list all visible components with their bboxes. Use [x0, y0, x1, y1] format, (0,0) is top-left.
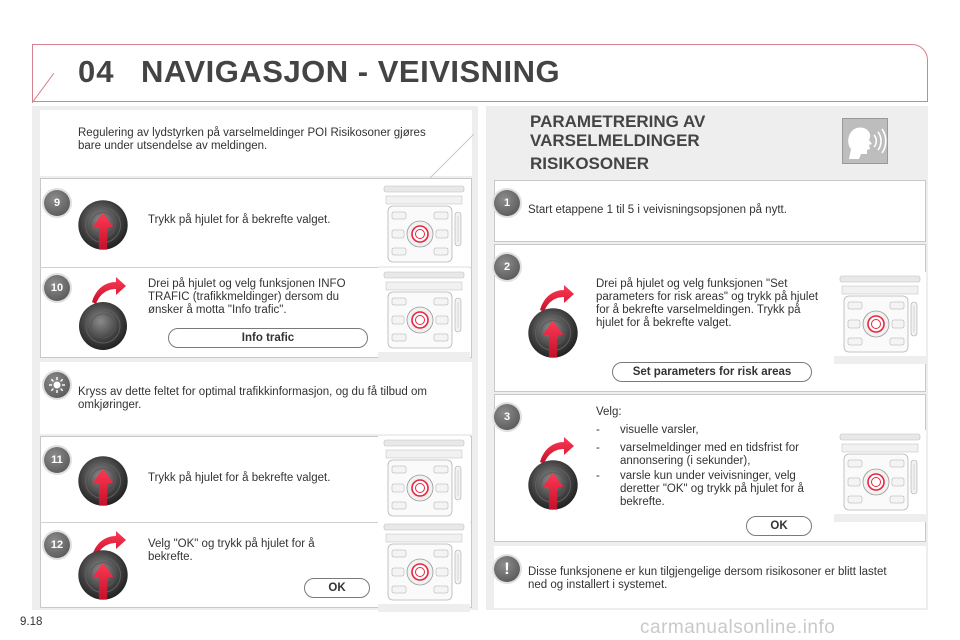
chapter-number: 04: [78, 54, 115, 89]
step-badge-11: 11: [44, 447, 70, 473]
step-9-text: Trykk på hjulet for å bekrefte valget.: [148, 214, 331, 226]
page-number: 9.18: [20, 616, 43, 628]
rotary-knob-press-icon: [72, 540, 134, 612]
step-12-text: Velg "OK" og trykk på hjulet for å bekrefte.: [148, 538, 315, 563]
control-panel-illustration: [378, 436, 470, 528]
step-badge-1: 1: [494, 190, 520, 216]
control-panel-illustration: [378, 520, 470, 612]
rotary-knob-press-icon: [522, 298, 584, 370]
list-dash: -: [596, 424, 600, 436]
step-3-intro: Velg:: [596, 406, 622, 418]
rotary-knob-icon: [72, 298, 134, 356]
step-badge-10: 10: [44, 275, 70, 301]
watermark: carmanualsonline.info: [640, 617, 836, 638]
control-panel-illustration: [834, 430, 926, 522]
control-panel-illustration: [378, 182, 470, 274]
ok-button[interactable]: OK: [304, 578, 370, 598]
intro-text: Regulering av lydstyrken på varselmeldinger POI Risikosoner gjøres bare under utsendelse av meldingen.: [78, 127, 426, 152]
list-item: varselmeldinger med en tidsfrist for annonsering (i sekunder),: [620, 442, 799, 467]
warning-text: Disse funksjonene er kun tilgjengelige dersom risikosoner er blitt lastet ned og installert i systemet.: [528, 566, 887, 591]
step-badge-2: 2: [494, 254, 520, 280]
step-badge-3: 3: [494, 404, 520, 430]
section-title-line3: RISIKOSONER: [530, 154, 650, 173]
rotary-knob-press-icon: [72, 190, 134, 262]
list-dash: -: [596, 470, 600, 482]
sun-icon: [44, 372, 70, 398]
info-trafic-button[interactable]: Info trafic: [168, 328, 368, 348]
step-2-text: Drei på hjulet og velg funksjonen "Set parameters for risk areas" og trykk på hjulet for å bekrefte varselmeldingen. Trykk på hjulet for å bekrefte valget.: [596, 278, 819, 329]
warning-icon: !: [494, 556, 520, 582]
step-1-text: Start etappene 1 til 5 i veivisningsopsjonen på nytt.: [528, 204, 787, 216]
section-title-line1: PARAMETRERING AV: [530, 112, 706, 131]
step-badge-9: 9: [44, 190, 70, 216]
list-item: varsle kun under veivisninger, velg deretter "OK" og trykk på hjulet for å bekrefte.: [620, 470, 804, 508]
step-badge-12: 12: [44, 532, 70, 558]
step-10-text: Drei på hjulet og velg funksjonen INFO TRAFIC (trafikkmeldinger) dersom du ønsker å motta "Info trafic".: [148, 278, 346, 316]
rotary-knob-press-icon: [72, 446, 134, 518]
control-panel-illustration: [834, 272, 926, 364]
page-title: NAVIGASJON - VEIVISNING: [141, 54, 561, 89]
ok-button[interactable]: OK: [746, 516, 812, 536]
control-panel-illustration: [378, 268, 470, 360]
section-title-line2: VARSELMELDINGER: [530, 131, 700, 150]
speaking-head-icon: [842, 118, 888, 164]
list-dash: -: [596, 442, 600, 454]
tip-text: Kryss av dette feltet for optimal trafikkinformasjon, og du få tilbud om omkjøringer.: [78, 386, 427, 411]
rotary-knob-press-icon: [522, 450, 584, 522]
step-11-text: Trykk på hjulet for å bekrefte valget.: [148, 472, 331, 484]
header-corner-decoration: [32, 73, 54, 103]
list-item: visuelle varsler,: [620, 424, 699, 436]
set-parameters-button[interactable]: Set parameters for risk areas: [612, 362, 812, 382]
